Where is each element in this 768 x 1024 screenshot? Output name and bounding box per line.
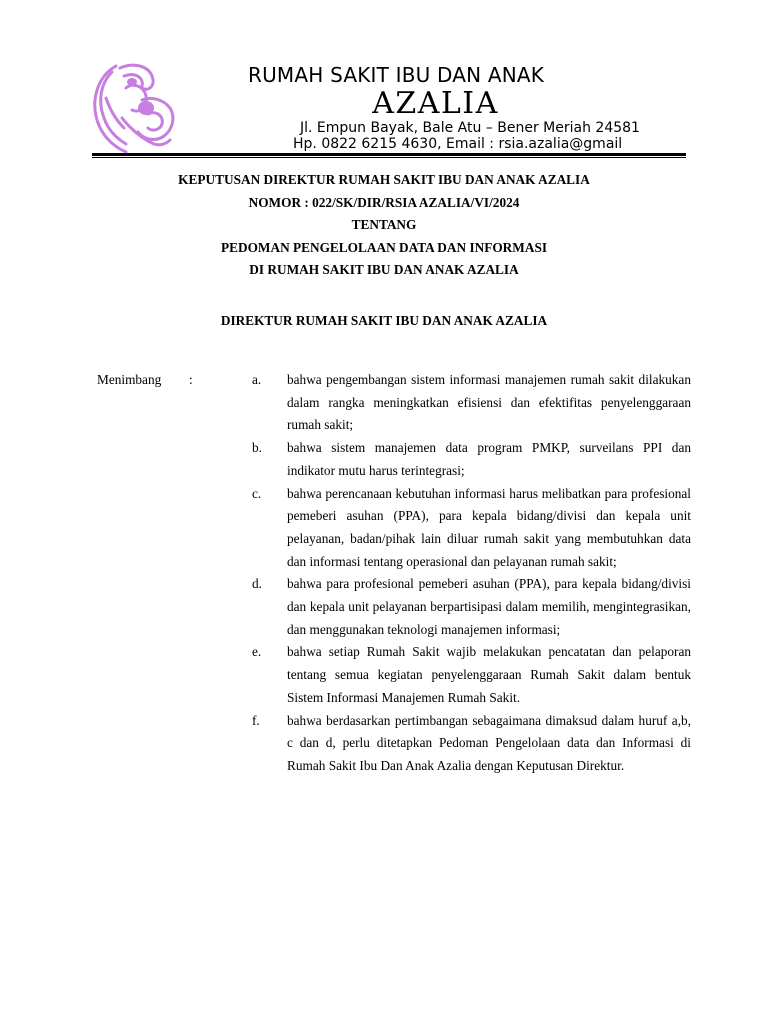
decree-number: NOMOR : 022/SK/DIR/RSIA AZALIA/VI/2024 <box>248 194 520 210</box>
list-item <box>252 573 691 641</box>
list-item-letter: d. <box>252 576 262 592</box>
considering-label: Menimbang <box>97 372 162 387</box>
list-item-text: bahwa setiap Rumah Sakit wajib melakukan pencatatan dan pelaporan tentang semua kegiatan penyelenggaraan Rumah Sakit dalam bentuk Sistem Informasi Manajemen Rumah Sakit. <box>287 644 691 705</box>
director-heading: DIREKTUR RUMAH SAKIT IBU DAN ANAK AZALIA <box>220 313 548 328</box>
list-item-letter: a. <box>252 372 262 387</box>
decree-about: TENTANG <box>351 217 417 232</box>
hospital-address: Jl. Empun Bayak, Bale Atu – Bener Meriah 24581 <box>300 120 640 136</box>
list-item-letter: e. <box>252 644 262 660</box>
considering-list <box>252 369 691 778</box>
hospital-type: RUMAH SAKIT IBU DAN ANAK <box>248 63 545 87</box>
considering-colon: : <box>189 372 193 387</box>
list-item-text: bahwa para profesional pemeberi asuhan (PPA), para kepala bidang/divisi dan kepala unit pelayanan berpartisipasi dalam memilih, mengintegrasikan, dan menggunakan teknologi manajemen informasi; <box>287 576 691 637</box>
list-item-text: bahwa pengembangan sistem informasi manajemen rumah sakit dilakukan dalam rangka meningkatkan efisiensi dan efektifitas penyelenggaraan rumah sakit; <box>287 372 691 433</box>
list-item <box>252 369 691 437</box>
list-item <box>252 641 691 709</box>
list-item-text: bahwa perencanaan kebutuhan informasi harus melibatkan para profesional pemeberi asuhan (PPA), para kepala bidang/divisi dan kepala unit pelayanan, badan/pihak lain diluar rumah sakit yang membutuhkan data dan informasi tentang operasional dan pelayanan rumah sakit; <box>287 485 691 569</box>
list-item-text: bahwa berdasarkan pertimbangan sebagaimana dimaksud dalam huruf a,b, c dan d, perlu ditetapkan Pedoman Pengelolaan data dan Informasi di Rumah Sakit Ibu Dan Anak Azalia dengan Keputusan Direktur. <box>287 712 691 773</box>
hospital-name: AZALIA <box>372 86 499 121</box>
decree-title <box>0 169 768 282</box>
list-item-text: bahwa sistem manajemen data program PMKP, surveilans PPI dan indikator mutu harus terintegrasi; <box>287 440 691 478</box>
list-item-letter: b. <box>252 440 262 456</box>
decree-title-line: KEPUTUSAN DIREKTUR RUMAH SAKIT IBU DAN ANAK AZALIA <box>178 172 590 187</box>
hospital-contact: Hp. 0822 6215 4630, Email : rsia.azalia@gmail <box>293 136 623 152</box>
list-item <box>252 710 691 778</box>
header-divider <box>92 153 686 156</box>
header-divider-thin <box>92 157 686 158</box>
list-item <box>252 483 691 574</box>
hospital-logo-icon <box>86 58 186 158</box>
decree-subject: PEDOMAN PENGELOLAAN DATA DAN INFORMASI <box>220 239 548 255</box>
list-item <box>252 437 691 482</box>
list-item-letter: f. <box>252 712 260 728</box>
decree-subject-location: DI RUMAH SAKIT IBU DAN ANAK AZALIA <box>249 262 519 277</box>
list-item-letter: c. <box>252 485 262 501</box>
